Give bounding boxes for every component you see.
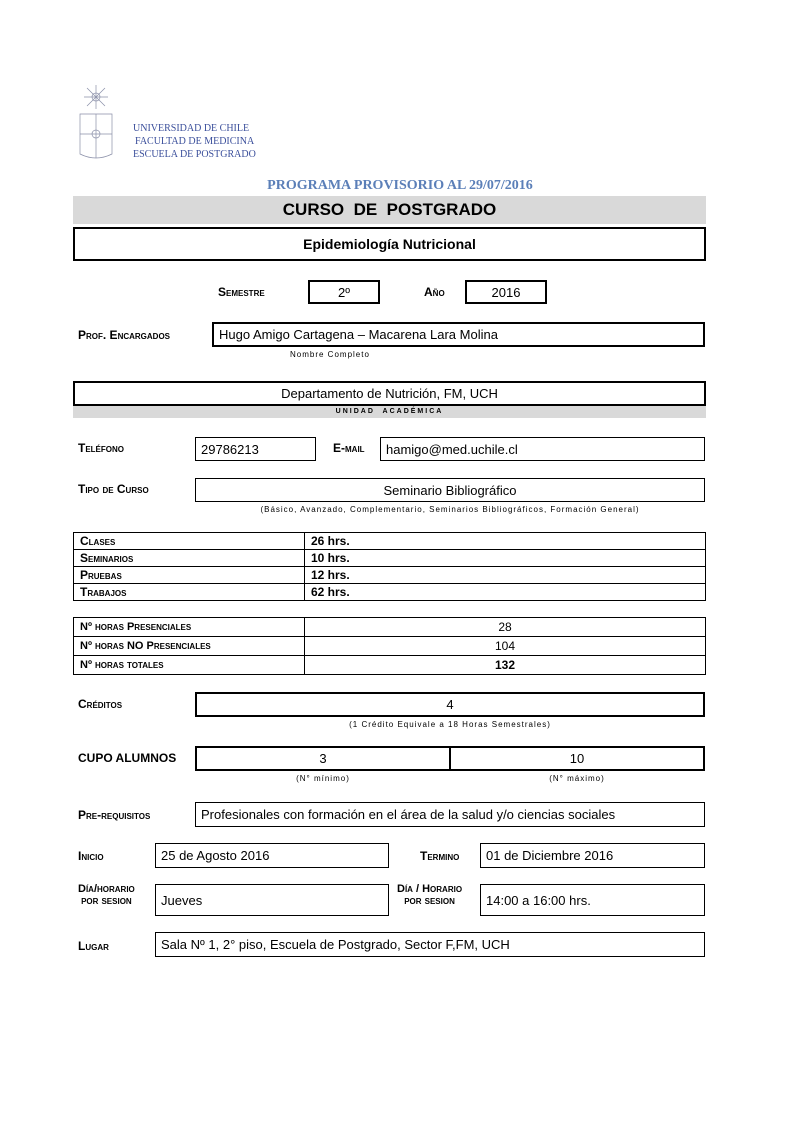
cupo-label: CUPO ALUMNOS <box>78 751 177 765</box>
table-row: Seminarios 10 hrs. <box>74 550 706 567</box>
table-row: Clases 26 hrs. <box>74 533 706 550</box>
lugar-label: Lugar <box>78 939 109 953</box>
horario-field[interactable]: 14:00 a 16:00 hrs. <box>480 884 705 916</box>
program-note: PROGRAMA PROVISORIO AL 29/07/2016 <box>267 178 533 193</box>
semestre-label: Semestre <box>218 285 265 299</box>
telefono-field[interactable]: 29786213 <box>195 437 316 461</box>
profesores-field[interactable]: Hugo Amigo Cartagena – Macarena Lara Molina <box>212 322 705 347</box>
tipo-curso-hint: (Básico, Avanzado, Complementario, Seminarios Bibliográficos, Formación General) <box>260 505 640 514</box>
creditos-label: Créditos <box>78 697 123 711</box>
creditos-field[interactable]: 4 <box>195 692 705 717</box>
unidad-field[interactable]: Departamento de Nutrición, FM, UCH <box>73 381 706 406</box>
table-row: Nº horas totales 132 <box>74 656 706 675</box>
tipo-curso-field[interactable]: Seminario Bibliográfico <box>195 478 705 502</box>
unidad-label: UNIDAD ACADÉMICA <box>73 406 706 418</box>
table-row: Pruebas 12 hrs. <box>74 567 706 584</box>
email-field[interactable]: hamigo@med.uchile.cl <box>380 437 705 461</box>
cupo-min-field[interactable]: 3 <box>195 746 451 771</box>
anio-label: Año <box>424 285 445 299</box>
cupo-min-hint: (N° mínimo) <box>296 774 350 783</box>
cupo-max-field[interactable]: 10 <box>449 746 705 771</box>
institution-line: UNIVERSIDAD DE CHILE <box>133 123 250 134</box>
termino-label: Termino <box>420 849 460 863</box>
cupo-max-hint: (N° máximo) <box>549 774 605 783</box>
lugar-field[interactable]: Sala Nº 1, 2° piso, Escuela de Postgrado, Sector F,FM, UCH <box>155 932 705 957</box>
table-row: Nº horas Presenciales 28 <box>74 618 706 637</box>
email-label: E-mail <box>333 441 365 455</box>
creditos-hint: (1 Crédito Equivale a 18 Horas Semestrales) <box>349 720 551 729</box>
horario-label: Día / Horario por sesion <box>397 883 463 907</box>
table-row: Trabajos 62 hrs. <box>74 584 706 601</box>
institution-line: FACULTAD DE MEDICINA <box>135 136 255 147</box>
prerequisitos-field[interactable]: Profesionales con formación en el área de la salud y/o ciencias sociales <box>195 802 705 827</box>
profesores-label: Prof. Encargados <box>78 328 171 342</box>
dia-label: Día/horario por sesion <box>78 883 135 907</box>
inicio-field[interactable]: 25 de Agosto 2016 <box>155 843 389 868</box>
course-name: Epidemiología Nutricional <box>73 227 706 261</box>
dia-field[interactable]: Jueves <box>155 884 389 916</box>
tipo-curso-label: Tipo de Curso <box>78 482 149 496</box>
termino-field[interactable]: 01 de Diciembre 2016 <box>480 843 705 868</box>
table-row: Nº horas NO Presenciales 104 <box>74 637 706 656</box>
institution-line: ESCUELA DE POSTGRADO <box>133 149 256 160</box>
prerequisitos-label: Pre-requisitos <box>78 808 151 822</box>
profesores-hint: Nombre Completo <box>290 350 370 359</box>
telefono-label: Teléfono <box>78 441 124 455</box>
anio-field[interactable]: 2016 <box>465 280 547 304</box>
inicio-label: Inicio <box>78 849 104 863</box>
university-logo-icon <box>78 84 114 162</box>
hours-table <box>73 532 706 601</box>
form-title: CURSO DE POSTGRADO <box>73 196 706 224</box>
totals-table <box>73 617 706 675</box>
semestre-field[interactable]: 2º <box>308 280 380 304</box>
